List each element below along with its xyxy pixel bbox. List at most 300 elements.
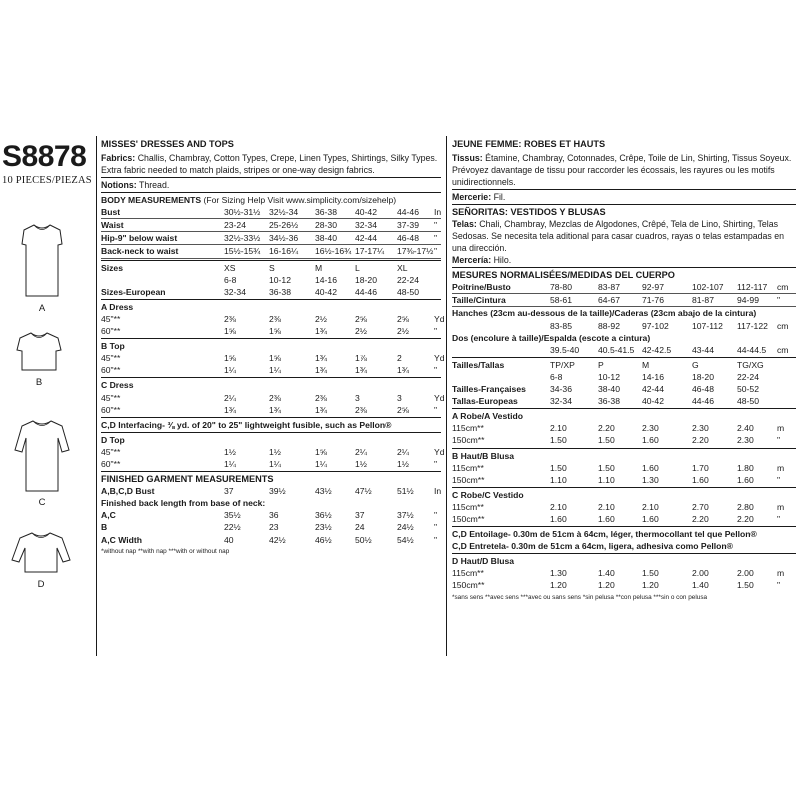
cell-value: 2 — [397, 353, 402, 364]
cell-value: 2¼ — [224, 392, 236, 403]
hanches-row — [452, 320, 796, 332]
panel-title: JEUNE FEMME: ROBES ET HAUTS — [452, 139, 606, 149]
cell-value: 30½-31½ — [224, 207, 261, 218]
fabrics-paragraph — [101, 152, 441, 176]
cell-value: 2.10 — [550, 501, 567, 512]
cell-value: 1.10 — [598, 474, 615, 485]
cell-value: 1¼ — [224, 458, 236, 469]
cell-value: 23½ — [315, 522, 332, 533]
cell-value: 1.50 — [598, 462, 615, 473]
cell-value: 46½ — [315, 534, 332, 545]
hanches-label: Hanches (23cm au-dessous de la taille)/Caderas (23cm abajo de la cintura) — [452, 308, 757, 319]
cell-value: 1¾ — [315, 404, 327, 415]
view-b-sketch — [14, 330, 64, 388]
yardage-row — [101, 352, 445, 364]
yardage-row — [101, 313, 445, 325]
body-measurements-title: BODY MEASUREMENTS — [101, 195, 202, 206]
finished-row — [101, 509, 441, 521]
yardage-row — [452, 579, 796, 591]
cell-value: 1⅝ — [224, 326, 236, 337]
cell-value: 2⅜ — [315, 392, 327, 403]
cell-value: 38-40 — [315, 233, 337, 244]
cell-value: 37½ — [397, 510, 414, 521]
cell-value: 1.20 — [550, 580, 567, 591]
cell-value: 1.50 — [598, 435, 615, 446]
cell-value: 2½ — [355, 326, 367, 337]
row-label: A,C — [101, 510, 116, 521]
telas-label: Telas: — [452, 219, 477, 230]
cell-value: 32½-34 — [269, 207, 299, 218]
cell-value: 18-20 — [355, 274, 377, 285]
row-label: 60"** — [101, 404, 121, 415]
view-yardage-title: B Top — [101, 341, 125, 352]
row-label: Tailles-Françaises — [452, 384, 526, 395]
cell-value: 24 — [355, 522, 365, 533]
cell-value: 1¾ — [315, 326, 327, 337]
row-label: Bust — [101, 207, 121, 218]
cell-value: 2¼ — [397, 446, 409, 457]
cell-value: 17-17¼ — [355, 246, 385, 257]
cell-value: 2⅜ — [269, 392, 281, 403]
cell-value: 1½ — [269, 446, 281, 457]
notions-paragraph — [101, 179, 441, 191]
cell-value: 2⅝ — [355, 313, 367, 324]
cell-value: 2.30 — [737, 435, 754, 446]
yardage-row — [452, 474, 796, 486]
cell-value: 15½-15¾ — [224, 246, 261, 257]
unit-label: cm — [777, 344, 789, 355]
french-spanish-panel — [452, 138, 796, 604]
unit-label: Yd — [434, 313, 445, 324]
cell-value: 2.20 — [737, 513, 754, 524]
view-yardage-title: B Haut/B Blusa — [452, 450, 515, 461]
unit-label: m — [777, 501, 785, 512]
cell-value: 1.50 — [550, 435, 567, 446]
cell-value: 43-44 — [692, 344, 714, 355]
mercerie-paragraph — [452, 191, 796, 203]
cell-value: 1.30 — [642, 474, 659, 485]
body-row — [101, 219, 441, 232]
mesures-title: MESURES NORMALISÉES/MEDIDAS DEL CUERPO — [452, 270, 675, 281]
top-b-icon — [14, 330, 64, 374]
cell-value: G — [692, 359, 699, 370]
cell-value: 88-92 — [598, 320, 620, 331]
cell-value: 32-34 — [224, 286, 246, 297]
cell-value: 36-38 — [315, 207, 337, 218]
unit-label: Yd — [434, 392, 445, 403]
cell-value: 44-44.5 — [737, 344, 767, 355]
cell-value: 1¼ — [269, 365, 281, 376]
unit-label: " — [434, 326, 438, 337]
cell-value: 1½ — [355, 458, 367, 469]
pattern-number: S8878 — [2, 140, 87, 173]
cell-value: 14-16 — [642, 371, 664, 382]
cell-value: 2½ — [315, 313, 327, 324]
yardage-row — [452, 513, 796, 525]
mercerie-label: Mercerie: — [452, 192, 492, 203]
cell-value: 1.60 — [642, 513, 659, 524]
cell-value: 1.20 — [598, 580, 615, 591]
dress-a-icon — [18, 222, 66, 300]
row-label: 60"** — [101, 458, 121, 469]
cell-value: 22-24 — [397, 274, 419, 285]
unit-label: cm — [777, 320, 789, 331]
cell-value: 42-44 — [355, 233, 377, 244]
cell-value: 2.10 — [550, 423, 567, 434]
cell-value: 1¾ — [224, 404, 236, 415]
body-row — [452, 281, 796, 294]
unit-label: " — [434, 365, 438, 376]
cell-value: 1⅝ — [269, 326, 281, 337]
unit-label: In — [434, 486, 442, 497]
cell-value: 1.50 — [550, 462, 567, 473]
cell-value: 36-38 — [269, 286, 291, 297]
cell-value: 32-34 — [355, 220, 377, 231]
cell-value: 14-16 — [315, 274, 337, 285]
pieces-count: 10 PIECES/PIEZAS — [2, 175, 92, 186]
cell-value: 2.70 — [692, 501, 709, 512]
cell-value: 1⅝ — [315, 446, 327, 457]
cell-value: M — [315, 262, 323, 273]
row-label: 115cm** — [452, 462, 484, 473]
cell-value: 1.30 — [550, 568, 567, 579]
cell-value: 37 — [224, 486, 234, 497]
cell-value: 64-67 — [598, 295, 620, 306]
cell-value: 34-36 — [550, 384, 572, 395]
dress-c-icon — [14, 418, 70, 494]
cell-value: 117-122 — [737, 320, 768, 331]
cell-value: 2.30 — [692, 423, 709, 434]
cell-value: 92-97 — [642, 282, 664, 293]
cell-value: 40 — [224, 534, 234, 545]
cell-value: 6-8 — [550, 371, 563, 382]
cell-value: 46-48 — [397, 233, 419, 244]
cell-value: 50-52 — [737, 384, 759, 395]
row-label: 115cm** — [452, 568, 484, 579]
cell-value: 50½ — [355, 534, 372, 545]
center-divider — [446, 136, 447, 656]
cell-value: 35½ — [224, 510, 241, 521]
cell-value: 43½ — [315, 486, 332, 497]
yardage-row — [452, 422, 796, 434]
cell-value: 22½ — [224, 522, 241, 533]
row-label: Waist — [101, 220, 124, 231]
yardage-row — [452, 434, 796, 446]
cell-value: 28-30 — [315, 220, 337, 231]
cell-value: 81-87 — [692, 295, 714, 306]
row-label: 150cm** — [452, 513, 485, 524]
cell-value: 1.60 — [598, 513, 615, 524]
unit-label: " — [434, 534, 438, 545]
view-label: C — [38, 497, 46, 508]
cell-value: 23 — [269, 522, 279, 533]
cell-value: 2⅝ — [397, 404, 409, 415]
cell-value: 37 — [355, 510, 365, 521]
cell-value: 2½ — [397, 326, 409, 337]
cell-value: 51½ — [397, 486, 414, 497]
cell-value: 1.60 — [692, 474, 709, 485]
cell-value: 16-16¼ — [269, 246, 299, 257]
view-a-sketch — [18, 222, 66, 314]
cell-value: 10-12 — [269, 274, 291, 285]
cell-value: 1.40 — [692, 580, 709, 591]
cell-value: 38-40 — [598, 384, 620, 395]
unit-label: " — [434, 404, 438, 415]
cell-value: 32½-33½ — [224, 233, 261, 244]
cell-value: 1¾ — [397, 365, 409, 376]
yardage-row — [101, 458, 441, 470]
cell-value: 37-39 — [397, 220, 419, 231]
cell-value: 1¼ — [224, 365, 236, 376]
cell-value: 54½ — [397, 534, 414, 545]
unit-label: cm — [777, 282, 789, 293]
finished-bust-row — [101, 485, 441, 497]
row-label: Tallas-Europeas — [452, 396, 518, 407]
cell-value: 1⅝ — [269, 353, 281, 364]
fabrics-label: Fabrics: — [101, 153, 136, 164]
spanish-title: SEÑORITAS: VESTIDOS Y BLUSAS — [452, 207, 606, 218]
row-label: 60"** — [101, 365, 121, 376]
yardage-row — [101, 392, 445, 404]
cell-value: 1¼ — [315, 458, 327, 469]
row-label: 45"** — [101, 313, 121, 324]
cell-value: 97-102 — [642, 320, 669, 331]
sizes-row — [452, 359, 796, 371]
cell-value: 71-76 — [642, 295, 664, 306]
cell-value: 1¾ — [315, 365, 327, 376]
view-yardage-title: C Robe/C Vestido — [452, 489, 524, 500]
entretela-note: C,D Entretela- 0.30m de 51cm a 64cm, ligera, adhesiva como Pellon® — [452, 541, 733, 552]
footnote: *sans sens **avec sens ***avec ou sans sens *sin pelusa **con pelusa ***sin o con pelusa — [452, 593, 708, 601]
cell-value: 39.5-40 — [550, 344, 580, 355]
finished-row — [101, 521, 441, 533]
cell-value: 48-50 — [737, 396, 759, 407]
cell-value: 23-24 — [224, 220, 246, 231]
cell-value: 36-38 — [598, 396, 620, 407]
english-panel — [101, 138, 445, 558]
unit-label: " — [434, 246, 438, 257]
cell-value: TG/XG — [737, 359, 764, 370]
finished-row — [101, 534, 441, 546]
cell-value: 48-50 — [397, 286, 419, 297]
body-row — [452, 294, 796, 307]
cell-value: 32-34 — [550, 396, 572, 407]
view-label: A — [38, 303, 46, 314]
row-label: 45"** — [101, 392, 121, 403]
cell-value: XS — [224, 262, 236, 273]
cell-value: L — [355, 262, 360, 273]
cell-value: 40-42 — [315, 286, 337, 297]
sizes-eu-row — [101, 286, 441, 298]
cell-value: M — [642, 359, 650, 370]
cell-value: 1⅝ — [224, 353, 236, 364]
view-label: D — [37, 579, 45, 590]
unit-label: " — [777, 513, 781, 524]
notions-label: Notions: — [101, 180, 137, 191]
cell-value: 1.70 — [692, 462, 709, 473]
row-label: 45"** — [101, 353, 121, 364]
cell-value: 2.20 — [692, 513, 709, 524]
unit-label: m — [777, 423, 785, 434]
cell-value: 1.10 — [550, 474, 567, 485]
unit-label: In — [434, 207, 442, 218]
cell-value: 83-85 — [550, 320, 572, 331]
body-measurements-help: (For Sizing Help Visit www.simplicity.com/sizehelp) — [203, 195, 397, 206]
view-c-sketch — [14, 418, 70, 508]
telas-text: Chali, Chambray, Mezclas de Algodones, Crêpé, Tela de Lino, Shirting, Telas Sedosas. Se necesita tela aditional para casar cuadros, rayas o telas estampadas en una dirección. — [452, 219, 785, 254]
footnote: *without nap **with nap ***with or without nap — [101, 547, 230, 555]
dos-label: Dos (encolure à taille)/Espalda (escote a cintura) — [452, 332, 651, 343]
cell-value: 2¼ — [355, 446, 367, 457]
unit-label: m — [777, 568, 785, 579]
cell-value: 2.00 — [737, 568, 754, 579]
body-row — [101, 245, 441, 258]
cell-value: 2.20 — [692, 435, 709, 446]
tissus-text: Étamine, Chambray, Cotonnades, Crêpe, Toile de Lin, Shirting, Tissus Soyeux. Prévoyez davantage de tissu pour raccorder les écossais, les rayures ou les motifs unidirectionnels. — [452, 153, 792, 188]
cell-value: 44-46 — [397, 207, 419, 218]
cell-value: 25-26½ — [269, 220, 299, 231]
unit-label: m — [777, 462, 785, 473]
cell-value: 2.10 — [642, 501, 659, 512]
cell-value: 94-99 — [737, 295, 759, 306]
unit-label: " — [434, 510, 438, 521]
cell-value: 1.60 — [550, 513, 567, 524]
cell-value: 58-61 — [550, 295, 572, 306]
unit-label: " — [434, 458, 438, 469]
cell-value: P — [598, 359, 604, 370]
sizes-num-row — [452, 371, 796, 383]
cell-value: 1¾ — [355, 365, 367, 376]
tissus-paragraph — [452, 152, 796, 188]
cell-value: 102-107 — [692, 282, 724, 293]
view-yardage-title: D Haut/D Blusa — [452, 556, 515, 567]
cell-value: 46-48 — [692, 384, 714, 395]
merceria-label: Mercería: — [452, 255, 492, 266]
sizes-fr-row — [452, 383, 796, 395]
cell-value: 40-42 — [355, 207, 377, 218]
row-label: Sizes — [101, 262, 123, 273]
row-label: Sizes-European — [101, 286, 166, 297]
cell-value: 39½ — [269, 486, 286, 497]
cell-value: 2.00 — [692, 568, 709, 579]
cell-value: 1½ — [397, 458, 409, 469]
dos-row — [452, 344, 796, 356]
cell-value: 44-46 — [355, 286, 377, 297]
yardage-row — [452, 501, 796, 513]
row-label: 115cm** — [452, 423, 484, 434]
cell-value: 1.20 — [642, 580, 659, 591]
tissus-label: Tissus: — [452, 153, 483, 164]
view-label: B — [35, 377, 43, 388]
unit-label: Yd — [434, 353, 445, 364]
cell-value: 24½ — [397, 522, 414, 533]
cell-value: 1.50 — [642, 568, 659, 579]
cell-value: 2.10 — [598, 501, 615, 512]
cell-value: S — [269, 262, 275, 273]
sizes-num-row — [101, 274, 441, 286]
row-label: B — [101, 522, 108, 533]
cell-value: 3 — [355, 392, 360, 403]
cell-value: 1¾ — [315, 353, 327, 364]
unit-label: " — [434, 522, 438, 533]
cell-value: 1½ — [224, 446, 236, 457]
yardage-row — [101, 364, 441, 376]
cell-value: 78-80 — [550, 282, 572, 293]
interfacing-note: C,D Interfacing- ⅜ yd. of 20" to 25" lightweight fusible, such as Pellon® — [101, 419, 392, 430]
cell-value: 36 — [269, 510, 279, 521]
cell-value: 16½-16¾ — [315, 246, 352, 257]
left-divider — [96, 136, 97, 656]
row-label: A,C Width — [101, 534, 142, 545]
sizes-row — [101, 262, 441, 274]
unit-label: " — [777, 474, 781, 485]
cell-value: 2⅝ — [397, 313, 409, 324]
cell-value: 1.60 — [737, 474, 754, 485]
cell-value: XL — [397, 262, 408, 273]
unit-label: " — [777, 295, 781, 306]
unit-label: Yd — [434, 446, 445, 457]
sizes-eu-row — [452, 395, 796, 407]
panel-title: MISSES' DRESSES AND TOPS — [101, 139, 234, 149]
row-label: 45"** — [101, 446, 121, 457]
cell-value: 44-46 — [692, 396, 714, 407]
cell-value: 1.80 — [737, 462, 754, 473]
cell-value: 6-8 — [224, 274, 237, 285]
cell-value: 40-42 — [642, 396, 664, 407]
row-label: Hip-9" below waist — [101, 233, 178, 244]
fabrics-text: Challis, Chambray, Cotton Types, Crepe, Linen Types, Shirtings, Silky Types. Extra fabric needed to match plaids, stripes or one-way design fabrics. — [101, 153, 438, 176]
cell-value: 1.60 — [642, 462, 659, 473]
cell-value: 2.80 — [737, 501, 754, 512]
cell-value: TP/XP — [550, 359, 575, 370]
cell-value: 83-87 — [598, 282, 620, 293]
row-label: 115cm** — [452, 501, 484, 512]
entoilage-note: C,D Entoilage- 0.30m de 51cm à 64cm, léger, thermocollant tel que Pellon® — [452, 529, 757, 540]
unit-label: " — [434, 233, 438, 244]
view-yardage-title: D Top — [101, 434, 125, 445]
cell-value: 3 — [397, 392, 402, 403]
unit-label: " — [777, 435, 781, 446]
row-label: Taille/Cintura — [452, 295, 506, 306]
cell-value: 107-112 — [692, 320, 723, 331]
top-d-icon — [10, 530, 72, 576]
cell-value: 1.60 — [642, 435, 659, 446]
cell-value: 22-24 — [737, 371, 759, 382]
yardage-row — [452, 567, 796, 579]
yardage-row — [101, 446, 445, 458]
view-yardage-title: C Dress — [101, 380, 134, 391]
row-label: 150cm** — [452, 580, 485, 591]
cell-value: 42½ — [269, 534, 286, 545]
row-label: Back-neck to waist — [101, 246, 179, 257]
cell-value: 2.20 — [598, 423, 615, 434]
merceria-paragraph — [452, 254, 796, 266]
finished-title: FINISHED GARMENT MEASUREMENTS — [101, 474, 274, 485]
cell-value: 42-42.5 — [642, 344, 672, 355]
yardage-row — [101, 404, 441, 416]
cell-value: 1¼ — [269, 458, 281, 469]
cell-value: 2⅜ — [269, 313, 281, 324]
unit-label: " — [777, 580, 781, 591]
row-label: Tailles/Tallas — [452, 359, 505, 370]
cell-value: 112-117 — [737, 282, 768, 293]
cell-value: 40.5-41.5 — [598, 344, 635, 355]
cell-value: 1¾ — [269, 404, 281, 415]
body-row — [101, 206, 441, 219]
row-label: Poitrine/Busto — [452, 282, 511, 293]
row-label: 60"** — [101, 326, 121, 337]
cell-value: 36½ — [315, 510, 332, 521]
